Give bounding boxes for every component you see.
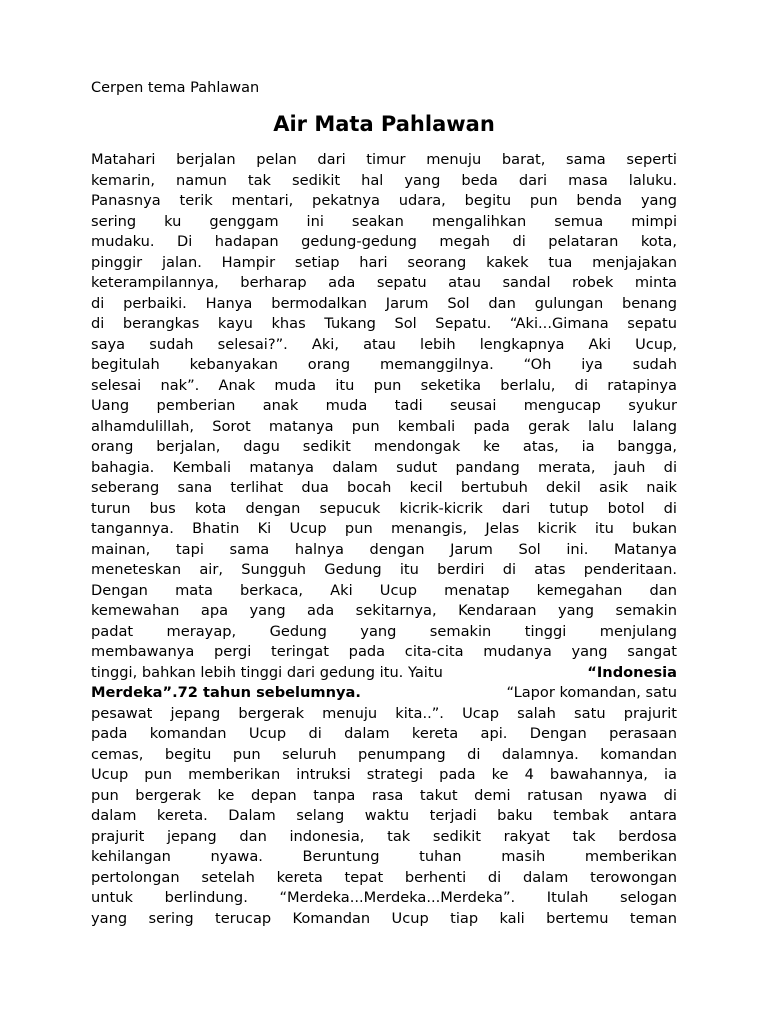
body-line: meneteskan air, Sungguh Gedung itu berdiri di atas penderitaan. [91,561,677,578]
body-line: turun bus kota dengan sepucuk kicrik-kicrik dari tutup botol di [91,499,677,517]
body-line: cemas, begitu pun seluruh penumpang di dalamnya. komandan [91,745,677,763]
bold-text-segment: “Indonesia [587,663,677,681]
body-line: dalam kereta. Dalam selang waktu terjadi baku tembak antara [91,807,677,824]
body-line: tangannya. Bhatin Ki Ucup pun menangis, Jelas kicrik itu bukan [91,520,677,537]
body-line: begitulah kebanyakan orang memanggilnya. “Oh iya sudah [91,356,677,373]
body-line: pada komandan Ucup di dalam kereta api. Dengan perasaan [91,725,677,742]
body-line: kemewahan apa yang ada sekitarnya, Kendaraan yang semakin [91,602,677,619]
body-line: saya sudah selesai?”. Aki, atau lebih lengkapnya Aki Ucup, [91,335,677,353]
body-line: untuk berlindung. “Merdeka...Merdeka...Merdeka”. Itulah selogan [91,889,677,906]
body-line: di berangkas kayu khas Tukang Sol Sepatu. “Aki...Gimana sepatu [91,315,677,332]
bold-text-segment: Merdeka”.72 tahun sebelumnya. [91,684,361,701]
body-line: keterampilannya, berharap ada sepatu atau sandal robek minta [91,274,677,291]
body-line: mainan, tapi sama halnya dengan Jarum Sol ini. Matanya [91,540,677,558]
body-line: Matahari berjalan pelan dari timur menuju barat, sama seperti [91,151,677,168]
body-line: Dengan mata berkaca, Aki Ucup menatap kemegahan dan [91,581,677,599]
body-text-segment: tinggi, bahkan lebih tinggi dari gedung itu. Yaitu [91,663,443,681]
story-body [91,150,677,929]
document-title: Air Mata Pahlawan [273,112,495,136]
body-line: pertolongan setelah kereta tepat berhenti di dalam terowongan [91,868,677,886]
body-line-mixed [91,683,677,704]
body-line: yang sering terucap Komandan Ucup tiap kali bertemu teman [91,909,677,927]
body-text-segment: “Lapor komandan, satu [506,684,677,701]
body-line: alhamdulillah, Sorot matanya pun kembali pada gerak lalu lalang [91,417,677,435]
body-line: Uang pemberian anak muda tadi seusai mengucap syukur [91,397,677,414]
body-line: mudaku. Di hadapan gedung-gedung megah di pelataran kota, [91,233,677,250]
body-line: sering ku genggam ini seakan mengalihkan semua mimpi [91,212,677,230]
body-line-mixed [91,663,677,684]
body-line: orang berjalan, dagu sedikit mendongak ke atas, ia bangga, [91,438,677,455]
body-line: Panasnya terik mentari, pekatnya udara, begitu pun benda yang [91,192,677,209]
body-line: selesai nak”. Anak muda itu pun seketika berlalu, di ratapinya [91,376,677,394]
body-line: padat merayap, Gedung yang semakin tinggi menjulang [91,622,677,640]
body-line: di perbaiki. Hanya bermodalkan Jarum Sol dan gulungan benang [91,294,677,312]
body-line: seberang sana terlihat dua bocah kecil bertubuh dekil asik naik [91,479,677,496]
body-line: pesawat jepang bergerak menuju kita..”. Ucap salah satu prajurit [91,704,677,722]
body-line: kehilangan nyawa. Beruntung tuhan masih memberikan [91,848,677,865]
body-line: pun bergerak ke depan tanpa rasa takut demi ratusan nyawa di [91,786,677,804]
body-line: Ucup pun memberikan intruksi strategi pada ke 4 bawahannya, ia [91,766,677,783]
body-line: pinggir jalan. Hampir setiap hari seorang kakek tua menjajakan [91,253,677,271]
document-label: Cerpen tema Pahlawan [91,80,260,96]
body-line: kemarin, namun tak sedikit hal yang beda dari masa laluku. [91,171,677,189]
body-line: prajurit jepang dan indonesia, tak sedikit rakyat tak berdosa [91,827,677,845]
body-line: membawanya pergi teringat pada cita-cita mudanya yang sangat [91,643,677,660]
body-line: bahagia. Kembali matanya dalam sudut pandang merata, jauh di [91,458,677,476]
